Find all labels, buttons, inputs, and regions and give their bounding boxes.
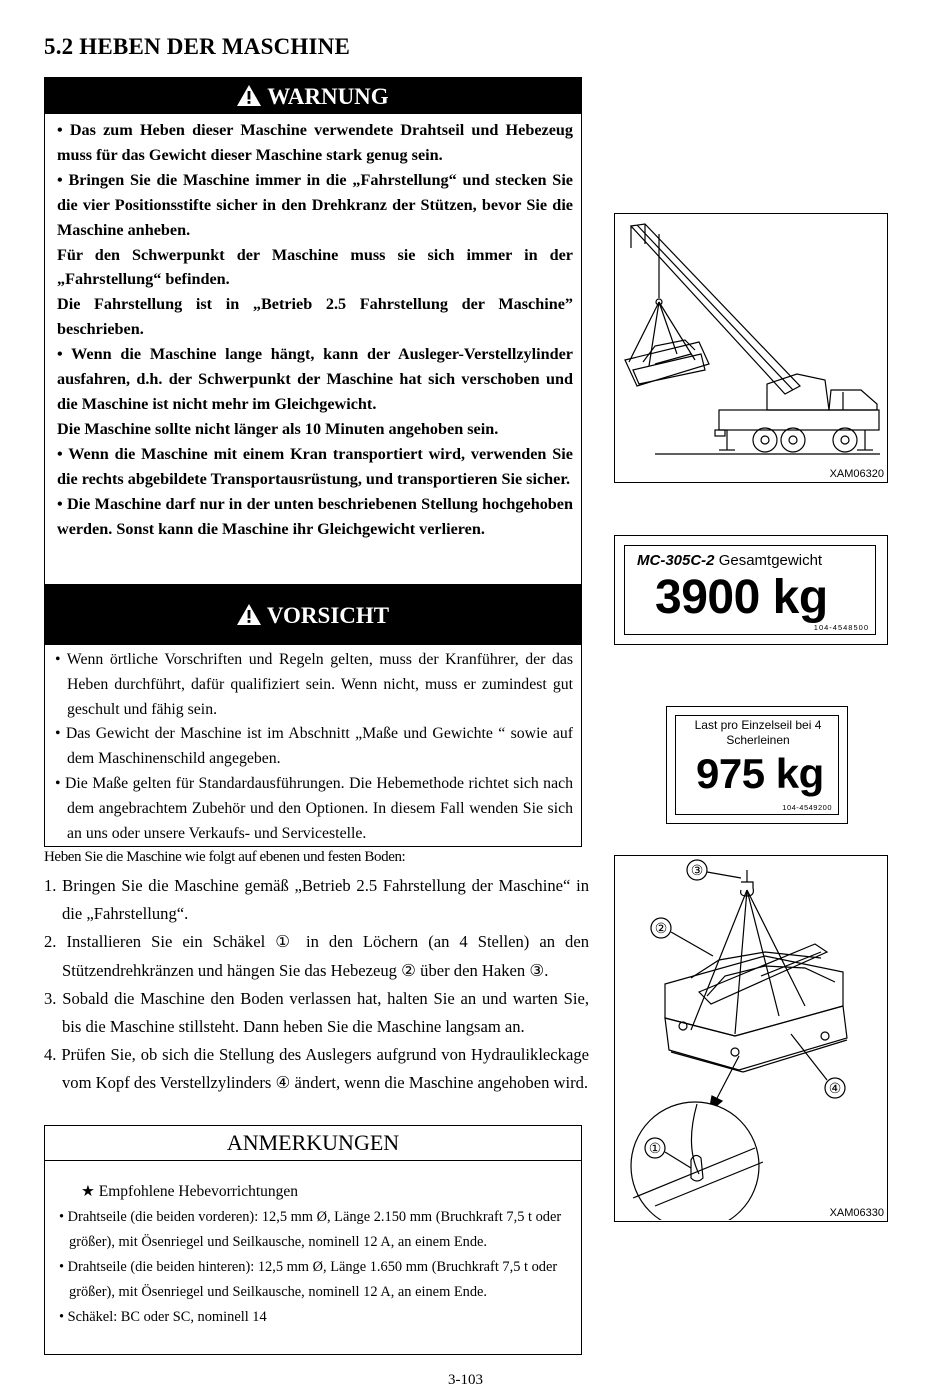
crane-figure [614,213,888,483]
callout-1: ① [648,1140,662,1156]
weight-label-plate [624,545,876,635]
rope-load-label-plate [675,715,839,815]
warning-paragraph: Die Maschine sollte nicht länger als 10 Minuten angehoben sein. [57,419,499,438]
caution-paragraph: • Das Gewicht der Maschine ist im Abschnitt „Maße und Gewichte “ sowie auf dem Maschinenschild angegeben. [55,725,573,768]
warning-heading: WARNUNG [267,84,389,109]
weight-label-caption: Gesamtgewicht [718,552,823,569]
procedure-intro: Heben Sie die Maschine wie folgt auf ebenen und festen Boden: [44,849,406,865]
notes-item: • Schäkel: BC oder SC, nominell 14 [59,1309,267,1325]
warning-banner [45,78,581,114]
procedure-steps [44,872,589,1098]
callout-4: ④ [828,1080,842,1096]
crane-illustration [615,214,886,481]
notes-item: • Drahtseile (die beiden vorderen): 12,5 mm Ø, Länge 2.150 mm (Bruchkraft 7,5 t oder größer), mit Ösenriegel und Seilkausche, nominell 12 A, an einem Ende. [59,1209,562,1250]
caution-banner [45,585,581,645]
warning-paragraph: • Bringen Sie die Maschine immer in die „Fahrstellung“ und stecken Sie die vier Positionsstifte sicher in den Drehkranz der Stützen, bevor Sie die Maschine anheben. [57,170,573,239]
page-number: 3-103 [448,1372,483,1388]
notes-body [45,1161,581,1330]
notes-heading: ANMERKUNGEN [45,1126,581,1161]
notes-subheading: ★ Empfohlene Hebevorrichtungen [81,1183,299,1200]
notes-item: • Drahtseile (die beiden hinteren): 12,5 mm Ø, Länge 1.650 mm (Bruchkraft 7,5 t oder größer), mit Ösenriegel und Seilkausche, nominell 12 A, an einem Ende. [59,1259,558,1300]
notes-box [44,1125,582,1355]
warning-paragraph: • Wenn die Maschine mit einem Kran transportiert wird, verwenden Sie die rechts abgebildete Transportausrüstung, und transportieren Sie sicher. [57,444,573,488]
rope-load-label [666,706,848,824]
warning-paragraph: Die Fahrstellung ist in „Betrieb 2.5 Fahrstellung der Maschine” beschrieben. [57,295,573,339]
weight-label-part-no: 104-4548500 [813,623,869,632]
rope-load-value: 975 kg [696,750,824,797]
caution-paragraph: • Die Maße gelten für Standardausführungen. Die Hebemethode richtet sich nach dem angebrachtem Zubehör und den Optionen. In diesem Fall wenden Sie sich an uns oder unsere Verkaufs- und Servicestelle. [55,774,573,842]
warning-triangle-icon [237,587,261,649]
procedure-step: 2. Installieren Sie ein Schäkel ① in den Löchern (an 4 Stellen) an den Stützendrehkränzen und hängen Sie das Hebezeug ② über den Haken ③. [44,932,589,980]
warning-paragraph: • Wenn die Maschine lange hängt, kann der Ausleger-Verstellzylinder ausfahren, d.h. der Schwerpunkt der Maschine hat sich verschoben und die Maschine ist nicht mehr im Gleichgewicht. [57,345,573,413]
warning-paragraph: • Die Maschine darf nur in der unten beschriebenen Stellung hochgehoben werden. Sonst kann die Maschine ihr Gleichgewicht verlieren. [57,494,573,538]
procedure-step: 4. Prüfen Sie, ob sich die Stellung des Auslegers aufgrund von Hydraulikleckage vom Kopf des Verstellzylinders ④ ändert, wenn die Maschine angehoben wird. [44,1045,589,1093]
lifting-illustration [615,856,886,1220]
caution-box [44,585,582,847]
lifting-figure [614,855,888,1222]
figure-code: XAM06330 [829,1207,884,1219]
procedure-step: 3. Sobald die Maschine den Boden verlassen hat, halten Sie an und warten Sie, bis die Maschine stillsteht. Dann heben Sie die Maschine langsam an. [44,988,589,1037]
caution-text [45,645,581,846]
procedure-step: 1. Bringen Sie die Maschine gemäß „Betrieb 2.5 Fahrstellung der Maschine“ in die „Fahrstellung“. [44,876,589,924]
warning-paragraph: Für den Schwerpunkt der Maschine muss sie sich immer in der „Fahrstellung“ befinden. [57,245,573,289]
rope-load-caption: Last pro Einzelseil bei 4 Scherleinen [694,718,822,747]
section-title: 5.2 HEBEN DER MASCHINE [44,34,350,59]
warning-paragraph: • Das zum Heben dieser Maschine verwendete Drahtseil und Hebezeug muss für das Gewicht dieser Maschine stark genug sein. [57,121,573,164]
weight-label [614,535,888,645]
warning-text [45,114,581,541]
caution-paragraph: • Wenn örtliche Vorschriften und Regeln gelten, muss der Kranführer, der das Heben durchführt, dafür qualifiziert sein. Wenn nicht, muss er zumindest gut geschult und fähig sein. [55,651,573,718]
weight-label-value: 3900 kg [655,571,828,624]
warning-triangle-icon [237,80,261,118]
figure-code: XAM06320 [829,468,884,480]
warning-box [44,77,582,585]
callout-2: ② [654,920,668,936]
rope-load-part-no: 104-4549200 [782,803,832,812]
weight-label-model: MC-305C-2 [637,552,715,569]
callout-3: ③ [690,862,704,878]
caution-heading: VORSICHT [266,603,390,628]
